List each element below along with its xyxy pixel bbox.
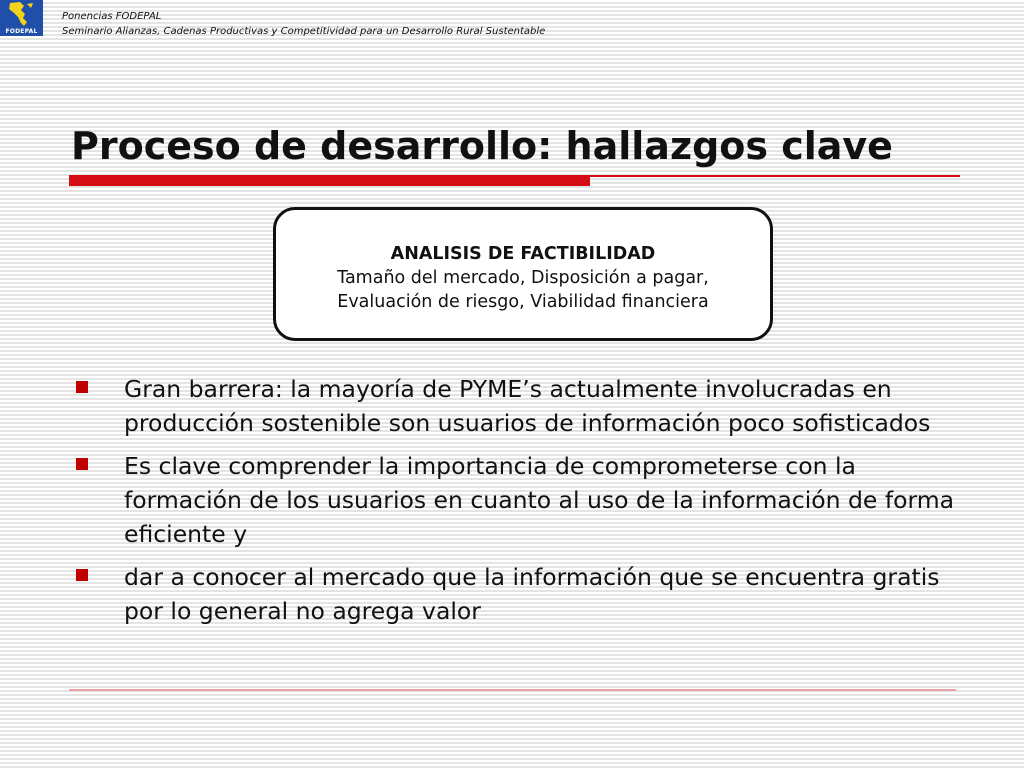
title-underline-thin	[590, 175, 960, 177]
bullet-text: Gran barrera: la mayoría de PYME’s actualmente involucradas en producción sostenible son usuarios de información poco sofisticados	[124, 375, 931, 437]
slide-title: Proceso de desarrollo: hallazgos clave	[71, 124, 893, 168]
bullet-list	[76, 372, 956, 637]
header-conference: Ponencias FODEPAL	[62, 11, 162, 22]
box-line-2: Evaluación de riesgo, Viabilidad financiera	[337, 292, 709, 312]
fodepal-logo	[0, 0, 43, 36]
title-underline-thick	[69, 175, 590, 186]
bullet-item	[76, 560, 956, 628]
box-line-1: Tamaño del mercado, Disposición a pagar,	[337, 268, 709, 288]
footer-divider	[69, 689, 956, 691]
bullet-item	[76, 449, 956, 551]
bullet-item	[76, 372, 956, 440]
americas-map-icon	[0, 0, 43, 28]
feasibility-box	[273, 207, 773, 341]
square-bullet-icon	[76, 458, 88, 470]
square-bullet-icon	[76, 569, 88, 581]
square-bullet-icon	[76, 381, 88, 393]
bullet-text: dar a conocer al mercado que la información que se encuentra gratis por lo general no agrega valor	[124, 563, 940, 625]
box-title: ANALISIS DE FACTIBILIDAD	[390, 244, 656, 264]
bullet-text: Es clave comprender la importancia de comprometerse con la formación de los usuarios en cuanto al uso de la información de forma eficiente y	[124, 452, 955, 548]
logo-text: FODEPAL	[5, 28, 38, 35]
header-seminar: Seminario Alianzas, Cadenas Productivas y Competitividad para un Desarrollo Rural Sustentable	[62, 26, 546, 37]
